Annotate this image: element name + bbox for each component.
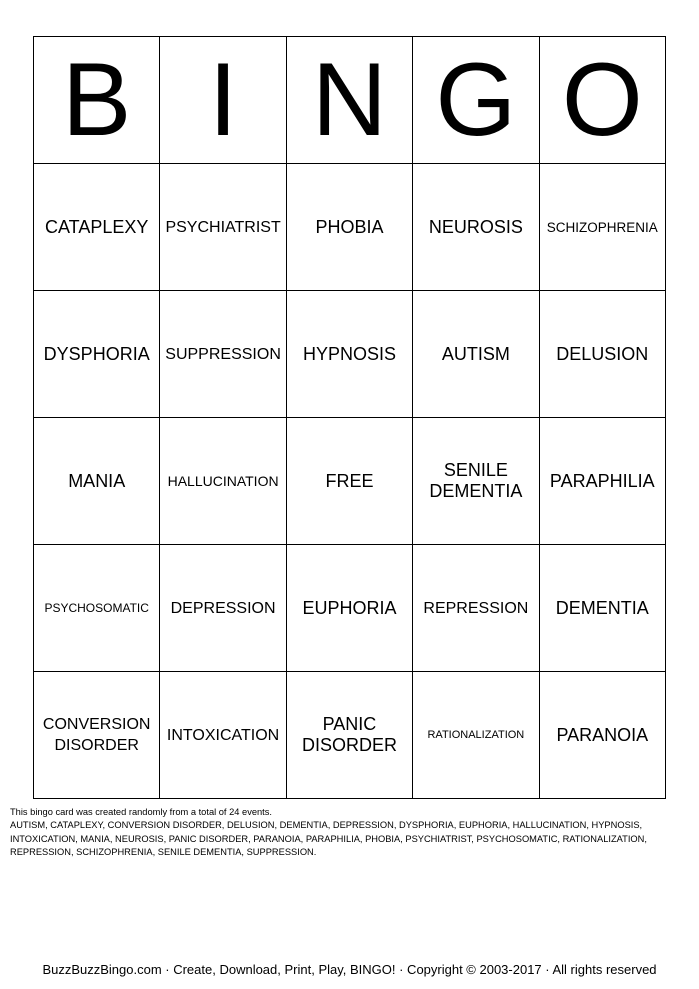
header-letter-n: N <box>286 37 412 164</box>
bingo-cell: PANIC DISORDER <box>286 672 412 799</box>
footer-copyright: BuzzBuzzBingo.com · Create, Download, Print, Play, BINGO! · Copyright © 2003-2017 · All rights reserved <box>42 962 657 977</box>
bingo-cell: DEMENTIA <box>539 545 665 672</box>
bingo-row-2 <box>34 291 666 418</box>
bingo-cell: HYPNOSIS <box>286 291 412 418</box>
bingo-row-5 <box>34 672 666 799</box>
bingo-cell: HALLUCINATION <box>160 418 286 545</box>
notes-event-list: AUTISM, CATAPLEXY, CONVERSION DISORDER, DELUSION, DEMENTIA, DEPRESSION, DYSPHORIA, EUPHORIA, HALLUCINATION, HYPNOSIS, INTOXICATION, MANIA, NEUROSIS, PANIC DISORDER, PARANOIA, PARAPHILIA, PHOBIA, PSYCHIATRIST, PSYCHOSOMATIC, RATIONALIZATION, REPRESSION, SCHIZOPHRENIA, SENILE DEMENTIA, SUPPRESSION. <box>10 820 647 858</box>
bingo-cell: MANIA <box>34 418 160 545</box>
bingo-card <box>33 36 666 799</box>
bingo-cell: PSYCHOSOMATIC <box>34 545 160 672</box>
header-letter-i: I <box>160 37 286 164</box>
bingo-row-3 <box>34 418 666 545</box>
bingo-cell: RATIONALIZATION <box>413 672 539 799</box>
bingo-cell: PHOBIA <box>286 164 412 291</box>
bingo-cell: CONVERSION DISORDER <box>34 672 160 799</box>
bingo-cell: DELUSION <box>539 291 665 418</box>
bingo-cell: PARAPHILIA <box>539 418 665 545</box>
bingo-row-1 <box>34 164 666 291</box>
bingo-cell: SENILE DEMENTIA <box>413 418 539 545</box>
bingo-cell: SUPPRESSION <box>160 291 286 418</box>
bingo-header-row <box>34 37 666 164</box>
bingo-cell: DYSPHORIA <box>34 291 160 418</box>
free-space-cell: FREE <box>286 418 412 545</box>
bingo-cell: SCHIZOPHRENIA <box>539 164 665 291</box>
header-letter-o: O <box>539 37 665 164</box>
card-notes <box>10 806 675 860</box>
bingo-cell: DEPRESSION <box>160 545 286 672</box>
bingo-row-4 <box>34 545 666 672</box>
bingo-cell: AUTISM <box>413 291 539 418</box>
notes-summary: This bingo card was created randomly from a total of 24 events. <box>10 807 272 817</box>
header-letter-g: G <box>413 37 539 164</box>
bingo-cell: INTOXICATION <box>160 672 286 799</box>
bingo-cell: EUPHORIA <box>286 545 412 672</box>
bingo-cell: CATAPLEXY <box>34 164 160 291</box>
bingo-cell: NEUROSIS <box>413 164 539 291</box>
bingo-cell: REPRESSION <box>413 545 539 672</box>
header-letter-b: B <box>34 37 160 164</box>
bingo-cell: PARANOIA <box>539 672 665 799</box>
bingo-cell: PSYCHIATRIST <box>160 164 286 291</box>
